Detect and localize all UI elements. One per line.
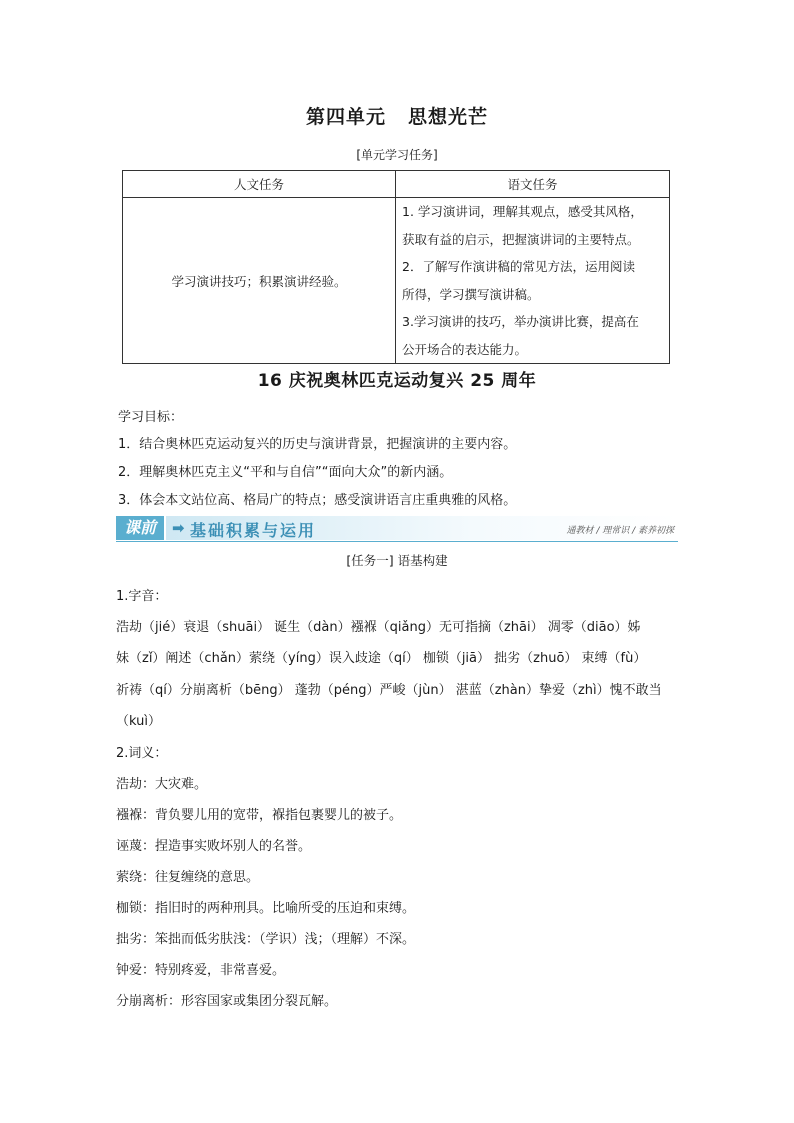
humanities-task-cell: 学习演讲技巧；积累演讲经验。: [123, 198, 396, 364]
chinese-task-cell: [396, 198, 670, 364]
pronunciation-label: 1.字音：: [116, 589, 168, 604]
unit-title: 第四单元 思想光芒: [305, 106, 489, 128]
arrow-right-icon: ➡: [172, 519, 185, 537]
definition-item: 诬蔑：捏造事实败坏别人的名誉。: [116, 839, 312, 854]
banner-subtitle: 通教材 / 理常识 / 素养初探: [566, 526, 674, 536]
banner-divider: [116, 541, 678, 542]
definition-item: 浩劫：大灾难。: [116, 777, 208, 792]
table-header-humanities: 人文任务: [123, 171, 396, 198]
table-header-chinese: 语文任务: [396, 171, 670, 198]
pronunciation-line: （kuì）: [116, 714, 161, 729]
chinese-task-line: 公开场合的表达能力。: [402, 341, 528, 357]
objectives-label: 学习目标：: [118, 410, 184, 425]
definition-item: 分崩离析：形容国家或集团分裂瓦解。: [116, 994, 338, 1009]
unit-task-table: [122, 170, 670, 364]
definition-item: 襁褓：背负婴儿用的宽带，褓指包裹婴儿的被子。: [116, 808, 403, 823]
objective-item: 3．体会本文站位高、格局广的特点；感受演讲语言庄重典雅的风格。: [118, 493, 517, 508]
lesson-title: 16 庆祝奥林匹克运动复兴 25 周年: [257, 371, 537, 391]
definition-item: 钟爱：特别疼爱，非常喜爱。: [116, 963, 286, 978]
banner-tag: 课前: [116, 516, 164, 540]
chinese-task-line: 获取有益的启示，把握演讲词的主要特点。: [402, 231, 640, 247]
banner-heading: 基础积累与运用: [190, 521, 317, 540]
definition-item: 枷锁：指旧时的两种刑具。比喻所受的压迫和束缚。: [116, 901, 416, 916]
chinese-task-line: 2．了解写作演讲稿的常见方法，运用阅读: [402, 259, 635, 274]
pronunciation-line: 浩劫（jié）衰退（shuāi） 诞生（dàn）襁褓（qiǎng）无可指摘（zhāi） 凋零（diāo）姊: [116, 620, 641, 635]
chinese-task-line: 1. 学习演讲词，理解其观点，感受其风格，: [402, 204, 643, 219]
chinese-task-line: 3.学习演讲的技巧，举办演讲比赛，提高在: [402, 314, 639, 329]
chinese-task-line: 所得，学习撰写演讲稿。: [402, 286, 540, 302]
task-one-heading: [任务一] 语基构建: [346, 553, 448, 568]
definition-item: 拙劣：笨拙而低劣肤浅：（学识）浅；（理解）不深。: [116, 932, 416, 947]
unit-task-caption: [单元学习任务]: [356, 148, 438, 162]
pronunciation-line: 妹（zǐ）阐述（chǎn）萦绕（yíng）误入歧途（qí） 枷锁（jiā） 拙劣（zhuō） 束缚（fù）: [116, 651, 647, 666]
definitions-label: 2.词义：: [116, 746, 168, 761]
definition-item: 萦绕：往复缠绕的意思。: [116, 870, 260, 885]
objective-item: 2．理解奥林匹克主义“平和与自信”“面向大众”的新内涵。: [118, 465, 453, 480]
pronunciation-line: 祈祷（qí）分崩离析（bēng） 蓬勃（péng）严峻（jùn） 湛蓝（zhàn）挚爱（zhì）愧不敢当: [116, 683, 662, 698]
objective-item: 1．结合奥林匹克运动复兴的历史与演讲背景，把握演讲的主要内容。: [118, 437, 517, 452]
section-banner: [116, 516, 678, 542]
